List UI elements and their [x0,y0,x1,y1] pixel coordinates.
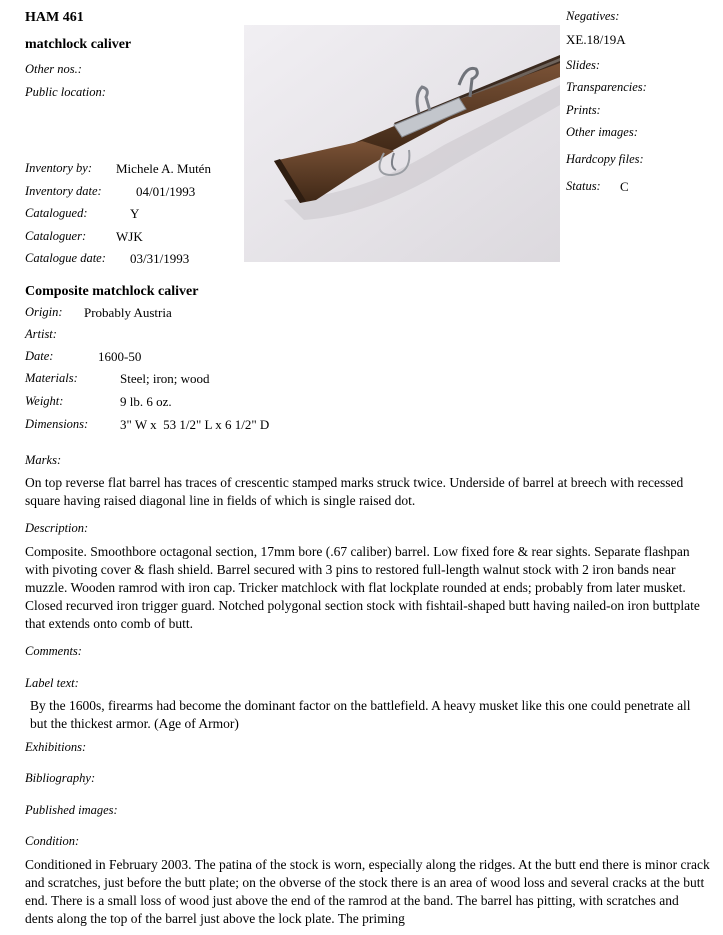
public-location-label: Public location: [25,85,106,99]
marks-text: On top reverse flat barrel has traces of crescentic stamped marks struck twice. Underside of barrel at breech with recessed square having raised diagonal line in fields of which is single raised dot. [25,475,684,508]
inventory-by-value: Michele A. Mutén [116,161,211,176]
object-photo [244,25,560,262]
catalogue-date-value: 03/31/1993 [130,251,190,266]
status-label: Status: [566,179,601,193]
object-full-title: Composite matchlock caliver [25,284,199,299]
catalogued-value: Y [130,206,140,221]
label-text-label: Label text: [25,676,79,690]
weight-label: Weight: [25,394,64,408]
condition-text: Conditioned in February 2003. The patina of the stock is worn, especially along the ridges. At the butt end there is minor crack and scratches, just before the butt plate; on the obverse of the stock there is an area of wood loss and several cracks at the butt end. There is a small loss of wood just above the end of the ramrod at the band. The barrel has pitting, with scratches and dents along the top of the barrel just above the lock plate. The priming [25,857,710,926]
artist-label: Artist: [25,327,57,341]
slides-label: Slides: [566,58,601,72]
status-value: C [620,179,629,194]
marks-label: Marks: [25,453,62,467]
description-text: Composite. Smoothbore octagonal section, 17mm bore (.67 caliber) barrel. Low fixed fore & rear sights. Separate flashpan with pivoting cover & flash shield. Barrel secured with 3 pins to restored full-length walnut stock with 2 iron bands near muzzle. Wooden ramrod with iron cap. Tricker matchlock with flat lockplate rounded at ends; probably from later musket. Closed recurved iron trigger guard. Notched polygonal section stock with fishtail-shaped butt having nailed-on iron buttplate that extends onto comb of butt. [25,544,700,631]
transparencies-label: Transparencies: [566,80,647,94]
published-images-label: Published images: [25,803,118,817]
inventory-date-value: 04/01/1993 [136,184,196,199]
description-label: Description: [25,521,89,535]
catalogued-label: Catalogued: [25,206,88,220]
weight-value: 9 lb. 6 oz. [120,394,172,409]
date-value: 1600-50 [98,349,142,364]
prints-label: Prints: [566,103,601,117]
catalogue-date-label: Catalogue date: [25,251,106,265]
cataloguer-value: WJK [116,229,143,244]
inventory-date-label: Inventory date: [25,184,102,198]
dimensions-label: Dimensions: [25,417,89,431]
condition-label: Condition: [25,834,80,848]
exhibitions-label: Exhibitions: [25,740,87,754]
materials-value: Steel; iron; wood [120,371,210,386]
origin-label: Origin: [25,305,63,319]
record-short-name: matchlock caliver [25,37,132,52]
inventory-by-label: Inventory by: [25,161,92,175]
other-images-label: Other images: [566,125,638,139]
other-nos-label: Other nos.: [25,62,82,76]
cataloguer-label: Cataloguer: [25,229,87,243]
record-id: HAM 461 [25,10,84,25]
matchlock-caliver-image [244,25,560,262]
bibliography-label: Bibliography: [25,771,96,785]
negatives-value: XE.18/19A [566,32,626,47]
label-text: By the 1600s, firearms had become the dominant factor on the battlefield. A heavy musket like this one could penetrate all but the thickest armor. (Age of Armor) [30,698,691,731]
date-label: Date: [25,349,54,363]
materials-label: Materials: [25,371,78,385]
hardcopy-files-label: Hardcopy files: [566,152,644,166]
dimensions-value: 3" W x 53 1/2" L x 6 1/2" D [120,417,270,432]
negatives-label: Negatives: [566,9,620,23]
origin-value: Probably Austria [84,305,172,320]
comments-label: Comments: [25,644,82,658]
